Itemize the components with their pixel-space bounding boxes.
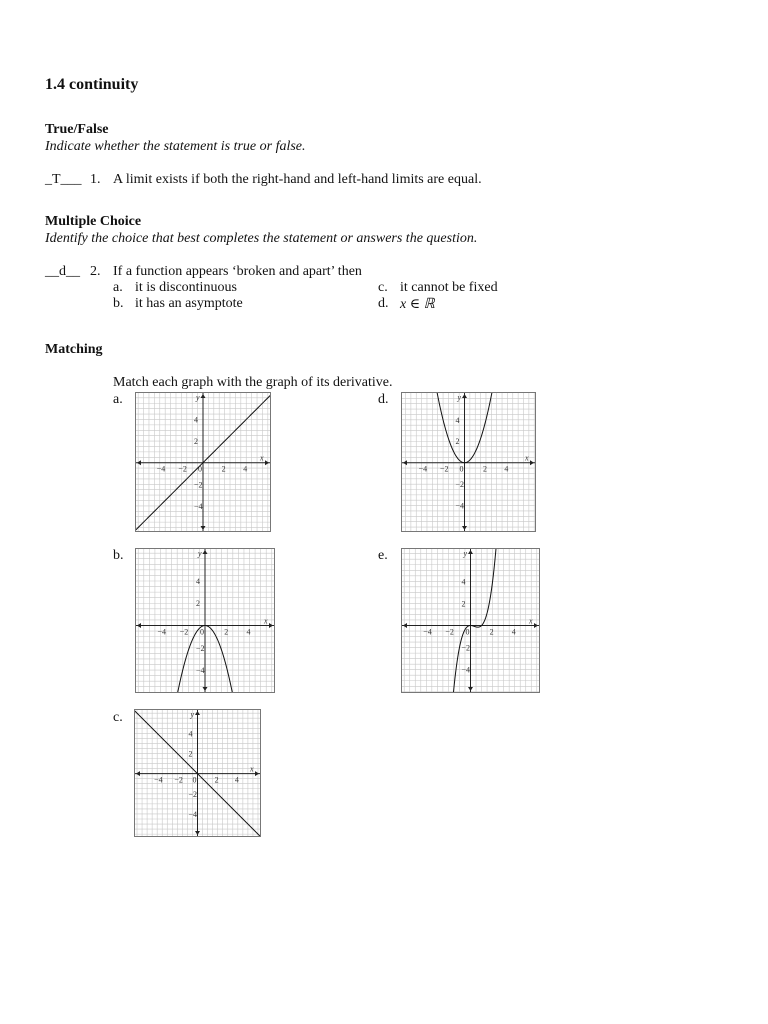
x-axis-label: x xyxy=(529,616,533,626)
x-tick-label: −4 xyxy=(157,627,166,637)
y-tick-label: 4 xyxy=(188,729,193,739)
option-d-text: x ∈ ℝ xyxy=(400,297,435,312)
multiple-choice-heading: Multiple Choice xyxy=(45,214,142,229)
y-axis-label: y xyxy=(196,393,200,402)
x-tick-label: 2 xyxy=(214,775,219,785)
graph-svg xyxy=(402,549,539,692)
x-tick-label: 4 xyxy=(511,627,516,637)
y-tick-label: −4 xyxy=(194,501,203,511)
x-tick-label: 0 xyxy=(192,775,197,785)
graph-svg xyxy=(135,710,260,836)
y-tick-label: −4 xyxy=(188,809,198,819)
y-tick-label: −4 xyxy=(455,501,465,511)
graph-b xyxy=(135,548,275,693)
x-axis-label: x xyxy=(525,453,529,463)
x-axis-label: x xyxy=(250,764,254,774)
x-axis-label: x xyxy=(264,616,268,626)
x-tick-label: −2 xyxy=(178,464,187,474)
true-false-instruction: Indicate whether the statement is true or false. xyxy=(45,139,306,154)
x-tick-label: −4 xyxy=(154,775,163,785)
x-axis-arrow xyxy=(137,623,141,628)
option-d-letter: d. xyxy=(378,296,389,311)
x-tick-label: −2 xyxy=(179,627,189,637)
x-tick-label: 4 xyxy=(234,775,239,785)
y-tick-label: 2 xyxy=(455,437,460,447)
x-axis-arrow xyxy=(269,623,273,628)
option-c-text: it cannot be fixed xyxy=(400,280,498,295)
option-a-letter: a. xyxy=(113,280,123,295)
x-tick-label: 2 xyxy=(224,627,229,637)
true-false-heading: True/False xyxy=(45,122,109,137)
y-axis-label: y xyxy=(463,549,468,558)
multiple-choice-instruction: Identify the choice that best completes the statement or answers the question. xyxy=(45,231,478,246)
y-tick-label: 2 xyxy=(194,437,198,447)
graph-d-label: d. xyxy=(378,392,389,407)
y-tick-label: 4 xyxy=(461,577,466,587)
x-tick-label: −2 xyxy=(174,775,183,785)
x-axis-arrow xyxy=(136,771,140,776)
x-tick-label: 2 xyxy=(482,464,487,474)
x-tick-label: 0 xyxy=(198,464,202,474)
q1-answer: _T___ xyxy=(45,172,82,187)
y-axis-label: y xyxy=(198,549,202,558)
y-axis-arrow xyxy=(201,394,206,398)
x-axis-arrow xyxy=(403,623,407,628)
x-axis-arrow xyxy=(137,460,141,465)
x-tick-label: 2 xyxy=(221,464,226,474)
x-tick-label: −4 xyxy=(418,464,428,474)
y-tick-label: 2 xyxy=(461,599,466,609)
y-tick-label: −2 xyxy=(455,480,465,490)
matching-heading: Matching xyxy=(45,342,103,357)
y-axis-arrow xyxy=(462,526,467,530)
x-axis-arrow xyxy=(255,771,259,776)
y-axis-arrow xyxy=(468,687,473,691)
y-axis-label: y xyxy=(190,710,195,719)
option-a-text: it is discontinuous xyxy=(135,280,237,295)
x-tick-label: 4 xyxy=(504,464,509,474)
y-tick-label: 4 xyxy=(194,415,198,425)
x-tick-label: 0 xyxy=(465,627,470,637)
y-tick-label: −2 xyxy=(461,643,471,653)
y-axis-arrow xyxy=(203,550,208,554)
x-tick-label: 4 xyxy=(246,627,251,637)
y-tick-label: 4 xyxy=(455,415,460,425)
y-tick-label: −2 xyxy=(194,480,203,490)
x-axis-arrow xyxy=(530,460,534,465)
y-tick-label: −4 xyxy=(461,665,471,675)
graph-e xyxy=(401,548,540,693)
graph-svg xyxy=(402,393,535,531)
graph-c xyxy=(134,709,261,837)
page-title: 1.4 continuity xyxy=(45,76,139,93)
q1-text: A limit exists if both the right-hand and left-hand limits are equal. xyxy=(113,172,482,187)
option-c-letter: c. xyxy=(378,280,388,295)
y-tick-label: 2 xyxy=(196,599,200,609)
graph-e-label: e. xyxy=(378,548,388,563)
x-tick-label: 0 xyxy=(459,464,464,474)
x-tick-label: −4 xyxy=(423,627,432,637)
graph-d xyxy=(401,392,536,532)
graph-svg xyxy=(136,393,270,531)
y-tick-label: 2 xyxy=(188,749,193,759)
x-tick-label: −2 xyxy=(445,627,454,637)
option-b-text: it has an asymptote xyxy=(135,296,243,311)
graph-svg xyxy=(136,549,274,692)
x-axis-arrow xyxy=(534,623,538,628)
graph-b-label: b. xyxy=(113,548,124,563)
x-tick-label: −4 xyxy=(156,464,166,474)
x-tick-label: 2 xyxy=(489,627,494,637)
graph-a-label: a. xyxy=(113,392,123,407)
q1-number: 1. xyxy=(90,172,101,187)
y-tick-label: 4 xyxy=(196,576,200,586)
x-axis-arrow xyxy=(403,460,407,465)
graph-c-label: c. xyxy=(113,710,123,725)
x-tick-label: 4 xyxy=(243,464,248,474)
y-tick-label: −2 xyxy=(188,789,198,799)
y-axis-arrow xyxy=(462,394,467,398)
q2-text: If a function appears ‘broken and apart’ then xyxy=(113,264,362,279)
y-axis-arrow xyxy=(201,526,206,530)
y-tick-label: −4 xyxy=(196,666,205,676)
x-axis-label: x xyxy=(260,453,264,463)
option-b-letter: b. xyxy=(113,296,124,311)
q2-answer: __d__ xyxy=(45,264,80,279)
y-axis-arrow xyxy=(203,687,208,691)
q2-number: 2. xyxy=(90,264,101,279)
y-axis-label: y xyxy=(457,393,462,402)
y-axis-arrow xyxy=(468,550,473,554)
matching-instruction: Match each graph with the graph of its derivative. xyxy=(113,375,393,390)
y-tick-label: −2 xyxy=(196,643,205,653)
x-axis-arrow xyxy=(265,460,269,465)
x-tick-label: −2 xyxy=(440,464,449,474)
graph-a xyxy=(135,392,271,532)
x-tick-label: 0 xyxy=(200,627,204,637)
